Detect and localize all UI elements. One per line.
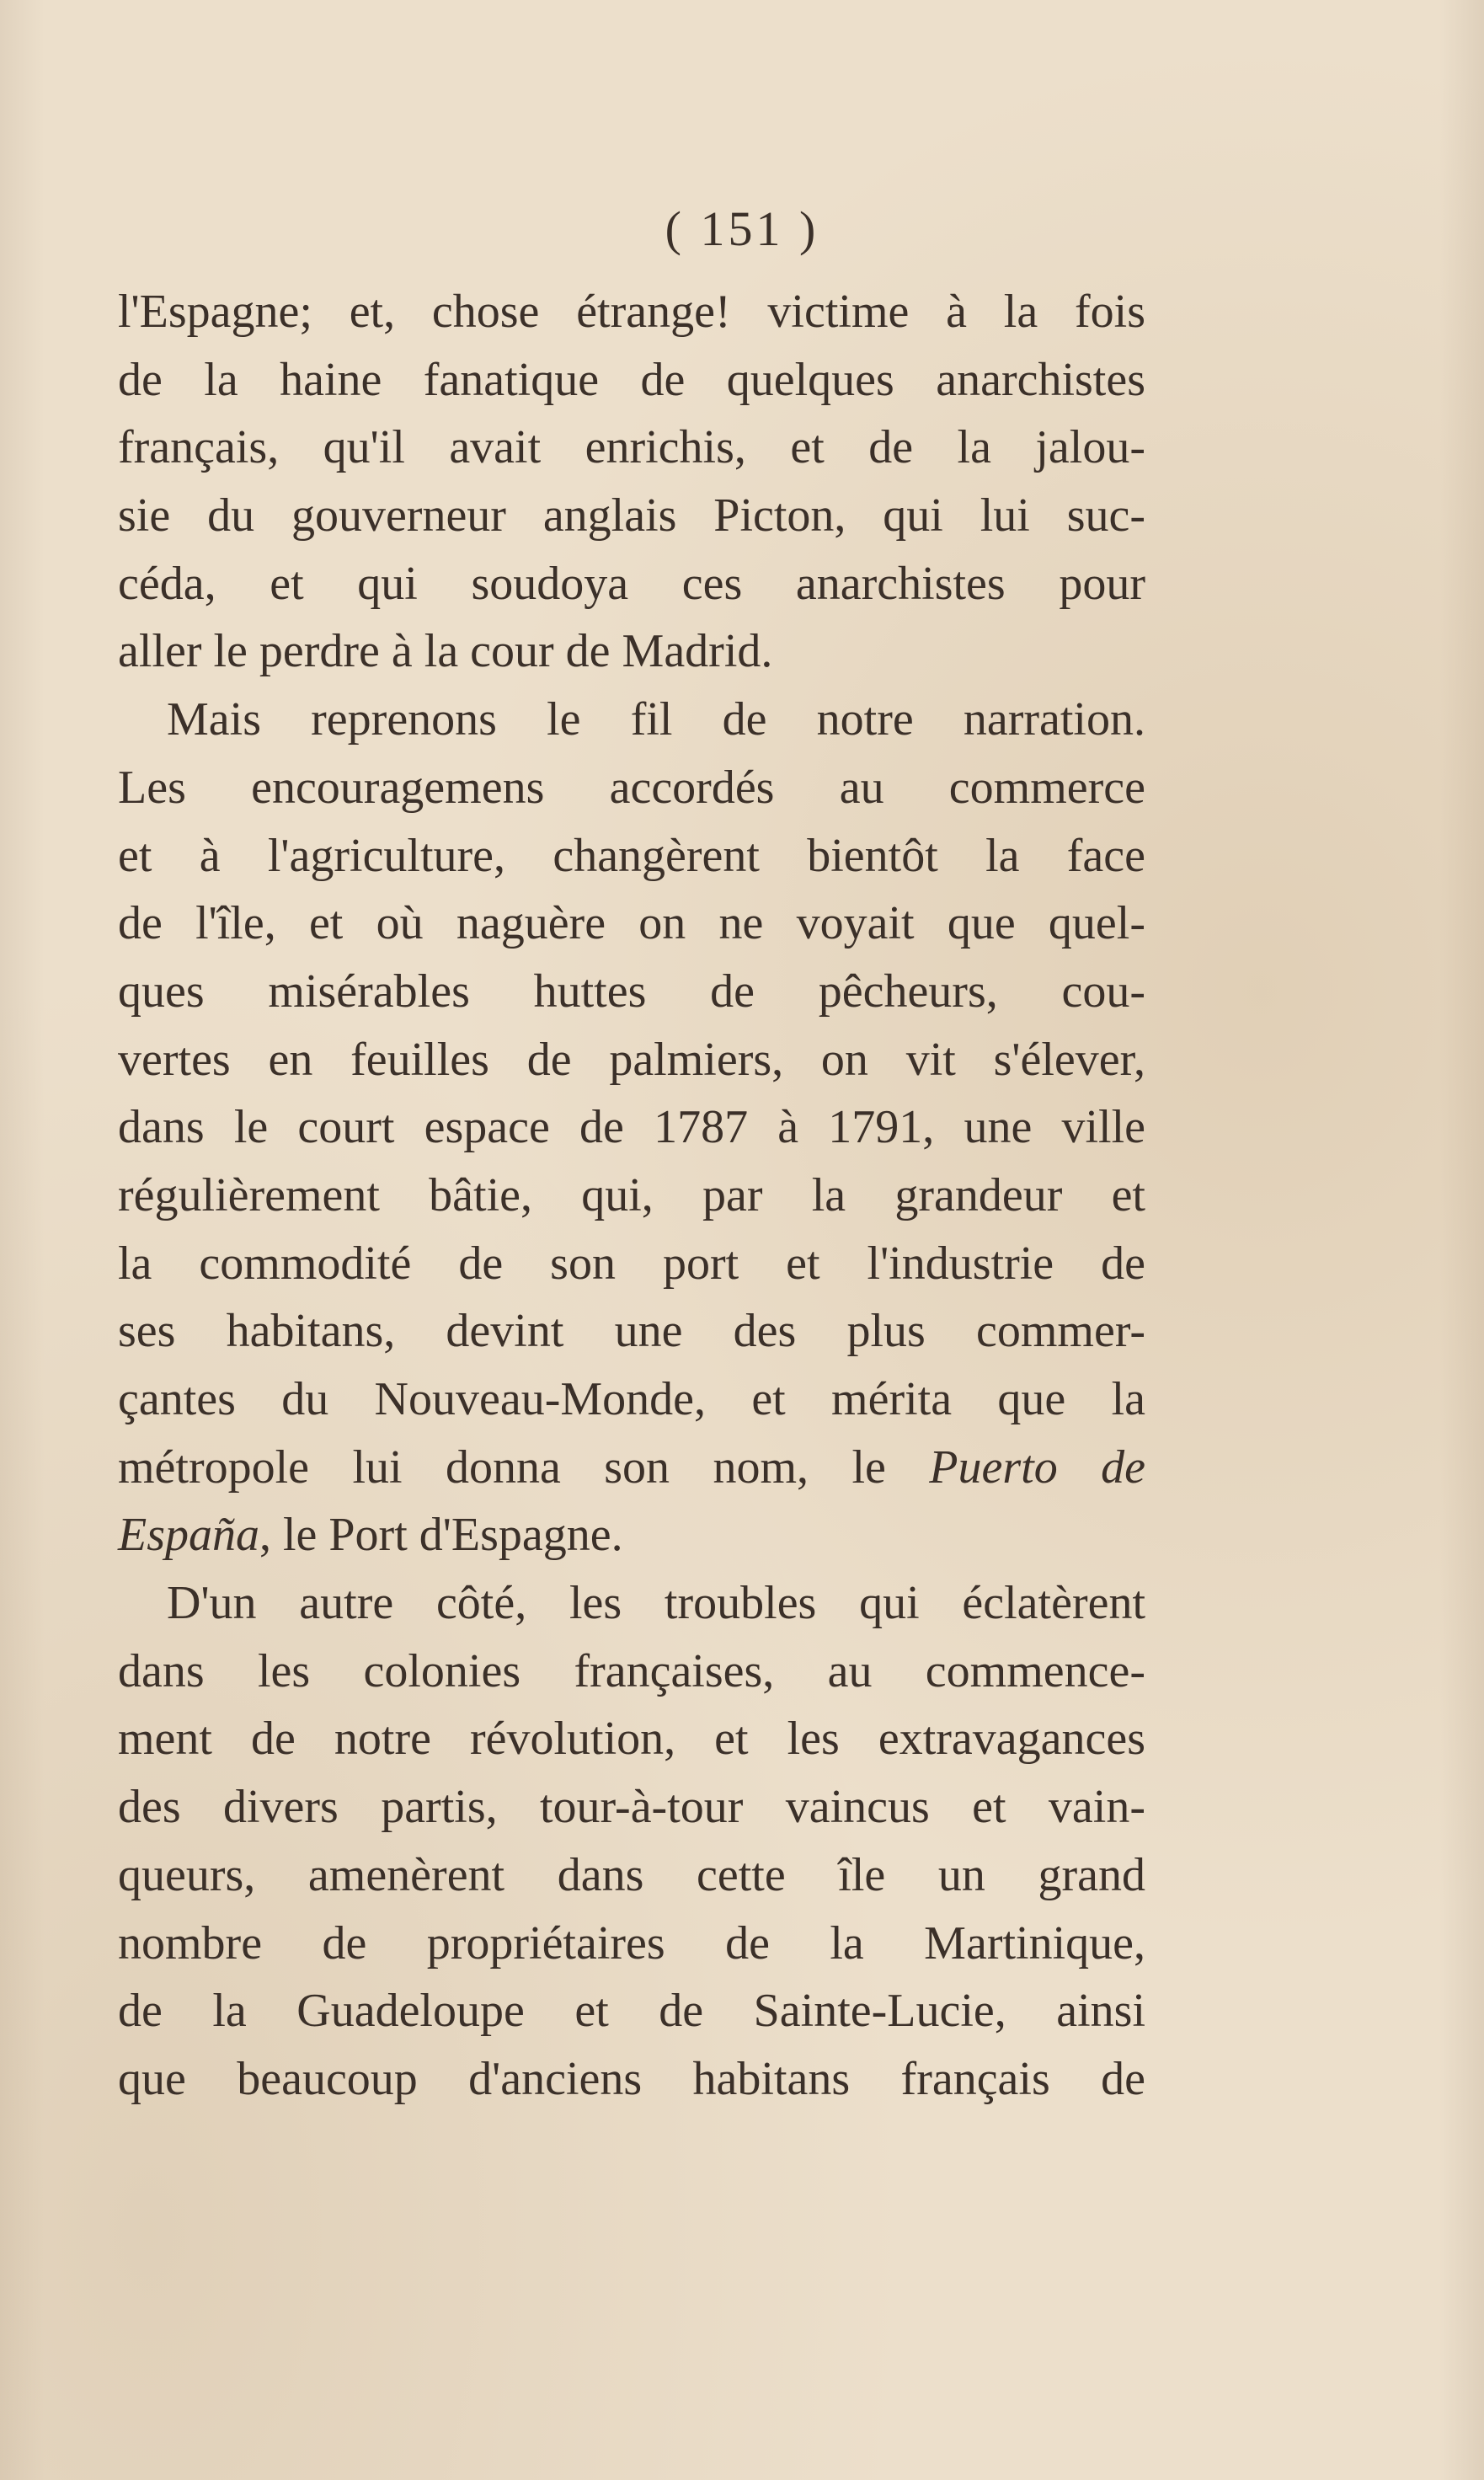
text-line: D'un autre côté, les troubles qui éclatèrent <box>167 1577 1145 1630</box>
text-line: que beaucoup d'anciens habitans français de <box>118 2052 1145 2105</box>
text-line: et à l'agriculture, changèrent bientôt la face <box>118 829 1145 882</box>
text-line: céda, et qui soudoya ces anarchistes pour <box>118 557 1145 610</box>
text-line: dans le court espace de 1787 à 1791, une ville <box>118 1101 1145 1154</box>
text-line: queurs, amenèrent dans cette île un grand <box>118 1848 1145 1901</box>
text-line: ment de notre révolution, et les extravagances <box>118 1713 1145 1766</box>
text-run: métropole lui donna son nom, le <box>118 1440 930 1494</box>
text-line: nombre de propriétaires de la Martinique, <box>118 1916 1145 1970</box>
text-line: dans les colonies françaises, au commence- <box>118 1644 1145 1697</box>
text-line: de la haine fanatique de quelques anarchistes <box>118 353 1145 406</box>
text-line: Mais reprenons le fil de notre narration. <box>167 693 1145 746</box>
text-line: l'Espagne; et, chose étrange! victime à la fois <box>118 286 1145 338</box>
text-line: ses habitans, devint une des plus commer- <box>118 1305 1145 1358</box>
paragraph-3 <box>118 1569 1145 2114</box>
text-line: Les encouragemens accordés au commerce <box>118 761 1145 814</box>
paragraph-2 <box>118 686 1145 1569</box>
text-line: sie du gouverneur anglais Picton, qui lui suc- <box>118 489 1145 542</box>
text-line: des divers partis, tour-à-tour vaincus et vain- <box>118 1781 1145 1834</box>
paragraph-1 <box>118 278 1145 686</box>
text-line <box>118 1434 1145 1502</box>
text-line: de l'île, et où naguère on ne voyait que quel- <box>118 897 1145 950</box>
text-line: français, qu'il avait enrichis, et de la jalou- <box>118 421 1145 474</box>
text-line: vertes en feuilles de palmiers, on vit s'élever, <box>118 1033 1145 1086</box>
text-line: ques misérables huttes de pêcheurs, cou- <box>118 965 1145 1018</box>
body-text <box>118 278 1145 2114</box>
text-line: régulièrement bâtie, qui, par la grandeur et <box>118 1168 1145 1221</box>
text-run: , le Port d'Espagne. <box>259 1509 623 1562</box>
text-line: de la Guadeloupe et de Sainte-Lucie, ainsi <box>118 1985 1145 2038</box>
italic-text: Puerto de <box>929 1440 1145 1494</box>
text-line: la commodité de son port et l'industrie de <box>118 1237 1145 1290</box>
italic-text: España <box>118 1509 259 1562</box>
text-line <box>118 1501 1145 1569</box>
text-line: çantes du Nouveau-Monde, et mérita que la <box>118 1373 1145 1425</box>
text-line: aller le perdre à la cour de Madrid. <box>118 625 773 678</box>
page-number: ( 151 ) <box>665 201 819 256</box>
